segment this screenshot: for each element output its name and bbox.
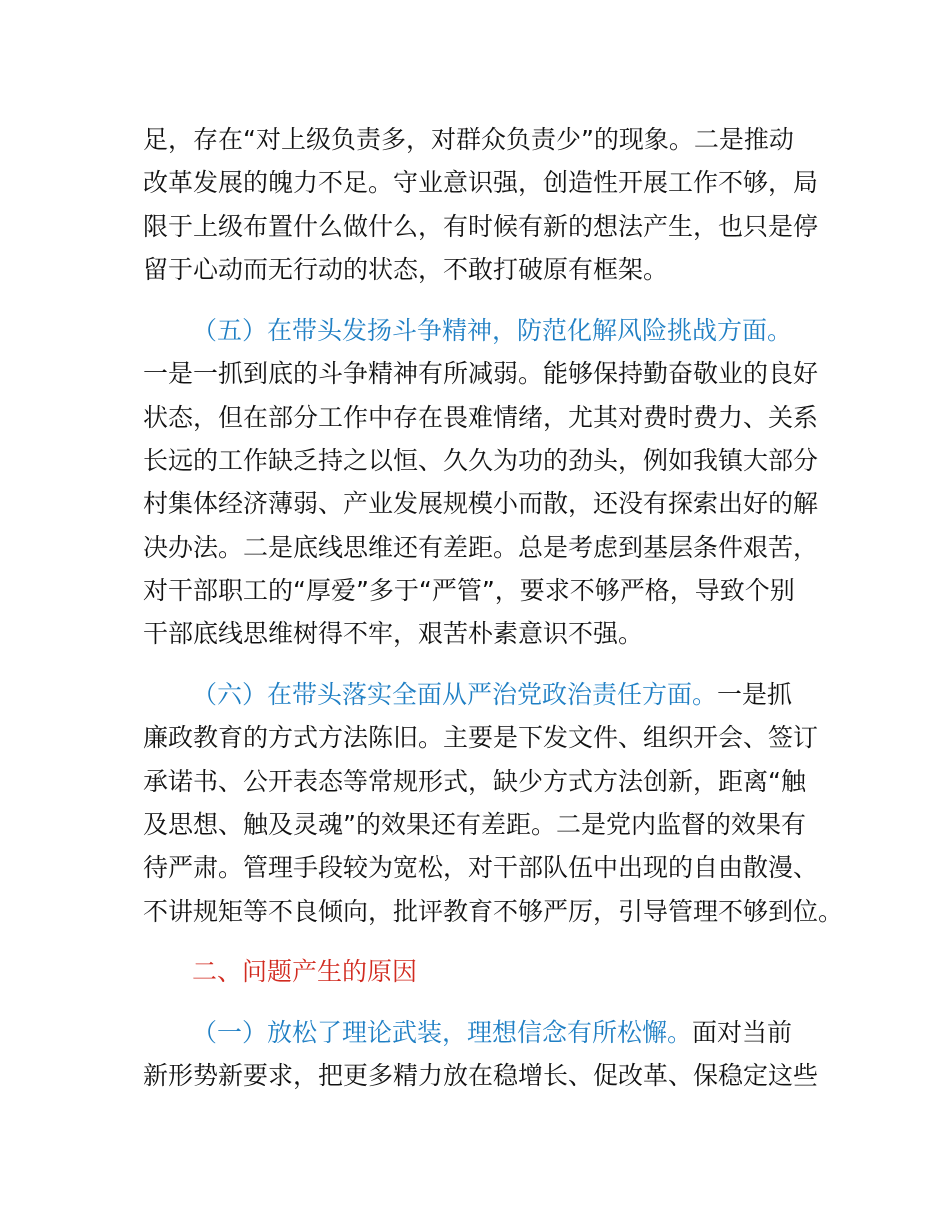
paragraph-line: 改革发展的魄力不足。守业意识强，创造性开展工作不够，局 — [143, 168, 819, 197]
section-heading-causes-one: （一）放松了理论武装，理想信念有所松懈。 — [192, 1018, 693, 1047]
paragraph-line: 决办法。二是底线思维还有差距。总是考虑到基层条件艰苦， — [143, 533, 819, 562]
section-heading-causes-one-tail: 面对当前 — [692, 1018, 793, 1047]
paragraph-line: 长远的工作缺乏持之以恒、久久为功的劲头，例如我镇大部分 — [143, 446, 819, 475]
paragraph-line: 廉政教育的方式方法陈旧。主要是下发文件、组织开会、签订 — [143, 723, 819, 752]
section-heading-five: （五）在带头发扬斗争精神，防范化解风险挑战方面。 — [192, 316, 793, 345]
section-heading-six-tail: 一是抓 — [717, 680, 793, 709]
section-heading-six: （六）在带头落实全面从严治党政治责任方面。 — [192, 680, 718, 709]
paragraph-line: 村集体经济薄弱、产业发展规模小而散，还没有探索出好的解 — [143, 489, 819, 518]
section-line-causes-one — [192, 1018, 792, 1048]
chapter-heading-causes: 二、问题产生的原因 — [192, 957, 418, 986]
paragraph-line: 新形势新要求，把更多精力放在稳增长、促改革、保稳定这些 — [143, 1061, 819, 1090]
paragraph-line: 承诺书、公开表态等常规形式，缺少方式方法创新，距离“触 — [143, 767, 806, 796]
paragraph-line: 对干部职工的“厚爱”多于“严管”，要求不够严格，导致个别 — [143, 576, 795, 605]
paragraph-line: 干部底线思维树得不牢，艰苦朴素意识不强。 — [143, 619, 644, 648]
paragraph-line: 待严肃。管理手段较为宽松，对干部队伍中出现的自由散漫、 — [143, 853, 819, 882]
paragraph-line: 不讲规矩等不良倾向，批评教育不够严厉，引导管理不够到位。 — [143, 897, 844, 926]
paragraph-line: 状态，但在部分工作中存在畏难情绪，尤其对费时费力、关系 — [143, 403, 819, 432]
paragraph-line: 限于上级布置什么做什么，有时候有新的想法产生，也只是停 — [143, 212, 819, 241]
section-line-six — [192, 680, 792, 710]
paragraph-line: 及思想、触及灵魂”的效果还有差距。二是党内监督的效果有 — [143, 810, 806, 839]
paragraph-line: 留于心动而无行动的状态，不敢打破原有框架。 — [143, 255, 669, 284]
paragraph-line: 足，存在“对上级负责多，对群众负责少”的现象。二是推动 — [143, 125, 794, 154]
paragraph-line: 一是一抓到底的斗争精神有所减弱。能够保持勤奋敬业的良好 — [143, 359, 819, 388]
